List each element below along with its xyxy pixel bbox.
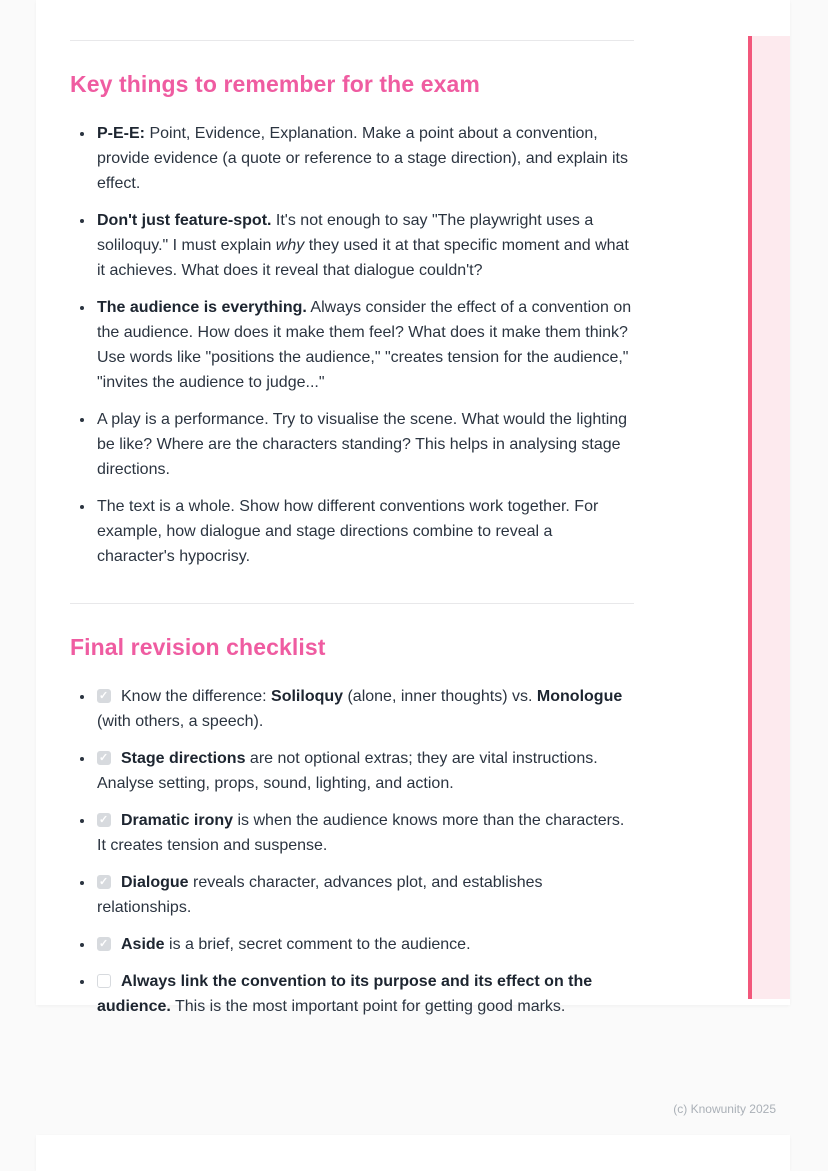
bold-segment: Soliloquy	[271, 688, 344, 705]
bold-segment: Dialogue	[121, 874, 189, 891]
bold-segment: Aside	[121, 936, 165, 953]
text-segment: (with others, a speech).	[97, 713, 264, 730]
text-segment: Point, Evidence, Explanation. Make a point about a convention, provide evidence (a quote or reference to a stage direction), and explain its effect.	[97, 125, 628, 192]
checkbox-checked-icon	[97, 751, 111, 765]
bold-segment: Monologue	[536, 688, 623, 705]
list-item	[95, 295, 634, 395]
bold-segment: Always link the convention to its purpose and its effect on the audience.	[97, 973, 593, 1015]
page-content	[36, 40, 634, 1019]
checkbox-checked-icon	[97, 689, 111, 703]
text-segment: is a brief, secret comment to the audience.	[164, 936, 471, 953]
text-segment: A play is a performance. Try to visualise the scene. What would the lighting be like? Where are the characters standing? This helps in analysing stage directions.	[97, 411, 628, 478]
text-segment: Always consider the effect of a convention on the audience. How does it make them feel? What does it make them think? Use words like "positions the audience," "creates tension for the audience," "invites the audience to judge..."	[97, 299, 632, 391]
text-segment: Know the difference:	[121, 688, 272, 705]
text-segment: reveals character, advances plot, and establishes relationships.	[97, 874, 543, 916]
checkbox-checked-icon	[97, 937, 111, 951]
italic-segment: why	[275, 237, 305, 254]
list-item	[95, 407, 634, 482]
check-icon: • ✓	[99, 814, 109, 826]
text-segment: are not optional extras; they are vital instructions. Analyse setting, props, sound, lighting, and action.	[97, 750, 598, 792]
check-icon: • ✓	[99, 690, 109, 702]
list-item	[95, 121, 634, 196]
checklist-item	[95, 808, 634, 858]
checklist-item	[95, 746, 634, 796]
section-divider	[70, 603, 634, 604]
check-icon: • ✓	[99, 876, 109, 888]
revision-checklist	[70, 684, 634, 1019]
list-item	[95, 494, 634, 569]
checklist-item	[95, 684, 634, 734]
section-heading-key-things: Key things to remember for the exam	[70, 71, 480, 97]
bold-segment: Dramatic irony	[121, 812, 234, 829]
text-segment: (alone, inner thoughts) vs.	[343, 688, 537, 705]
text-segment: It's not enough to say "The playwright uses a soliloquy." I must explain	[97, 212, 594, 254]
document-page	[36, 0, 790, 1015]
list-item	[95, 208, 634, 283]
checklist-item	[95, 870, 634, 920]
next-page-edge	[36, 1135, 790, 1171]
text-segment: This is the most important point for getting good marks.	[170, 998, 566, 1015]
bold-segment: The audience is everything.	[97, 299, 307, 316]
checkbox-unchecked-icon	[97, 974, 111, 988]
text-segment: is when the audience knows more than the characters. It creates tension and suspense.	[97, 812, 625, 854]
check-icon: • ✓	[99, 752, 109, 764]
text-segment: The text is a whole. Show how different conventions work together. For example, how dialogue and stage directions combine to reveal a character's hypocrisy.	[97, 498, 599, 565]
bold-segment: P-E-E:	[97, 125, 145, 142]
bold-segment: Stage directions	[121, 750, 246, 767]
top-divider	[70, 40, 634, 41]
checkbox-checked-icon	[97, 813, 111, 827]
text-segment: they used it at that specific moment and what it achieves. What does it reveal that dialogue couldn't?	[97, 237, 629, 279]
check-icon: • ✓	[99, 938, 109, 950]
checklist-item	[95, 932, 634, 957]
page-edge-ribbon	[748, 36, 790, 999]
bold-segment: Don't just feature-spot.	[97, 212, 272, 229]
section-heading-checklist: Final revision checklist	[70, 634, 326, 660]
key-things-list	[70, 121, 634, 569]
copyright-notice: (c) Knowunity 2025	[673, 1102, 776, 1116]
checklist-item	[95, 969, 634, 1019]
checkbox-checked-icon	[97, 875, 111, 889]
